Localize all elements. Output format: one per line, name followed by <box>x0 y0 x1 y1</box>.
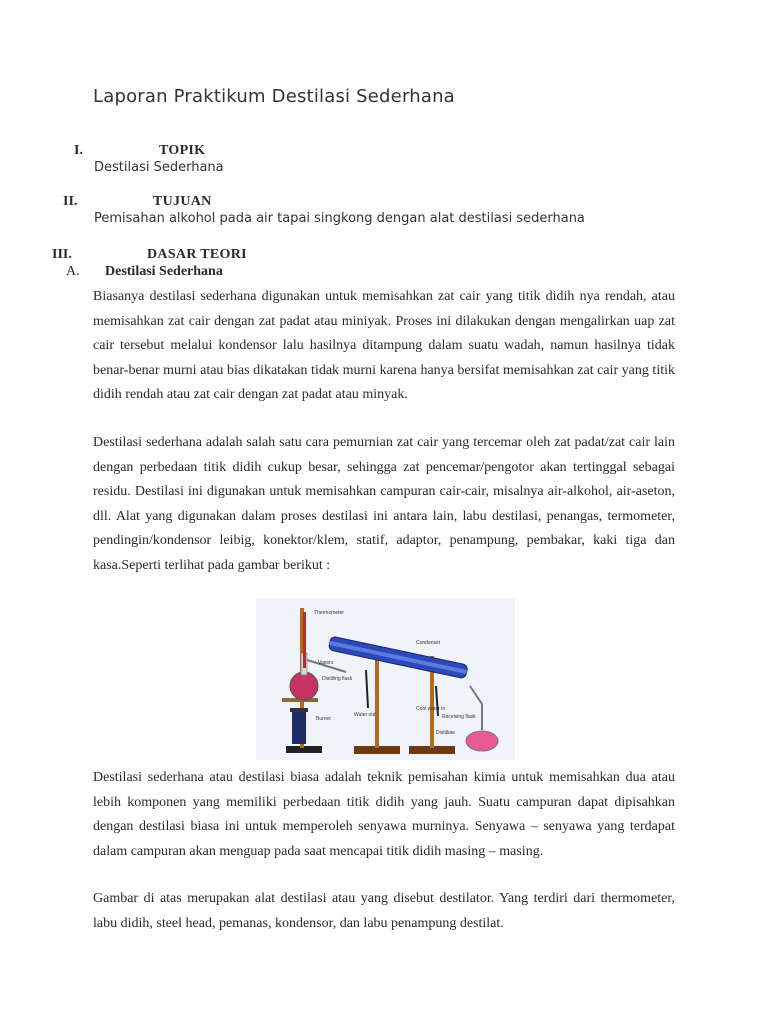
section-heading-topik: TOPIK <box>159 143 206 158</box>
label-cool-water-in: Cool water in <box>416 706 446 712</box>
thermometer <box>303 612 306 668</box>
label-distilling-flask: Distilling flask <box>322 676 353 682</box>
section-heading-tujuan: TUJUAN <box>153 194 212 209</box>
paragraph-3: Destilasi sederhana atau destilasi biasa adalah teknik pemisahan kimia untuk memisahkan dua atau lebih komponen yang memiliki perbedaan titik didih yang jauh. Suatu campuran dapat dipisahkan dengan destilasi biasa ini untuk memperoleh senyawa murninya. Senyawa – senyawa yang terdapat dalam campuran akan menguap pada saat mencapai titik didih masing – masing. <box>93 770 675 859</box>
label-vapors: Vapors <box>318 660 334 666</box>
label-receiving-flask: Receiving flask <box>442 714 476 720</box>
label-water-out: Water out <box>354 712 376 718</box>
label-condenser: Condenser <box>416 640 441 646</box>
subsection-heading-destilasi: Destilasi Sederhana <box>105 264 223 279</box>
section-number-2: II. <box>63 194 78 209</box>
distilling-flask <box>290 672 318 700</box>
section-number-3: III. <box>52 247 72 262</box>
paragraph-2: Destilasi sederhana adalah salah satu cara pemurnian zat cair yang tercemar oleh zat padat/zat cair lain dengan perbedaan titik didih cukup besar, sehingga zat pencemar/pengotor akan tertinggal sebagai residu. Destilasi ini digunakan untuk memisahkan campuran cair-cair, misalnya air-alkohol, air-aseton, dll. Alat yang digunakan dalam proses destilasi ini antara lain, labu destilasi, penangas, termometer, pendingin/kondensor leibig, konektor/klem, statif, adaptor, penampung, pembakar, kaki tiga dan kasa.Seperti terlihat pada gambar berikut : <box>93 435 675 573</box>
label-thermometer: Thermometer <box>314 610 345 616</box>
section-heading-dasar-teori: DASAR TEORI <box>147 247 247 262</box>
section-content-tujuan: Pemisahan alkohol pada air tapai singkong dengan alat destilasi sederhana <box>94 211 585 226</box>
document-title: Laporan Praktikum Destilasi Sederhana <box>93 86 455 107</box>
label-burner: Burner <box>316 716 332 722</box>
paragraph-1: Biasanya destilasi sederhana digunakan untuk memisahkan zat cair yang titik didih nya rendah, atau memisahkan zat cair dengan zat padat atau miniyak. Proses ini dilakukan dengan mengalirkan uap zat cair tersebut melalui kondensor lalu hasilnya ditampung dalam suatu wadah, namun hasilnya tidak benar-benar murni atau bias dikatakan tidak murni karena hanya bersifat memisahkan zat cair yang titik didih rendah atau zat cair dengan zat padat atau minyak. <box>93 289 675 402</box>
burner <box>292 710 306 744</box>
label-distillate: Distillate <box>436 730 455 736</box>
middle-stand-rod <box>375 656 379 748</box>
section-content-topik: Destilasi Sederhana <box>94 160 224 175</box>
distillation-apparatus-figure <box>256 598 515 760</box>
paragraph-4: Gambar di atas merupakan alat destilasi atau yang disebut destilator. Yang terdiri dari thermometer, labu didih, steel head, pemanas, kondensor, dan labu penampung destilat. <box>93 891 675 931</box>
subsection-letter-a: A. <box>66 264 80 279</box>
section-number-1: I. <box>74 143 83 158</box>
receiving-flask <box>466 731 498 751</box>
